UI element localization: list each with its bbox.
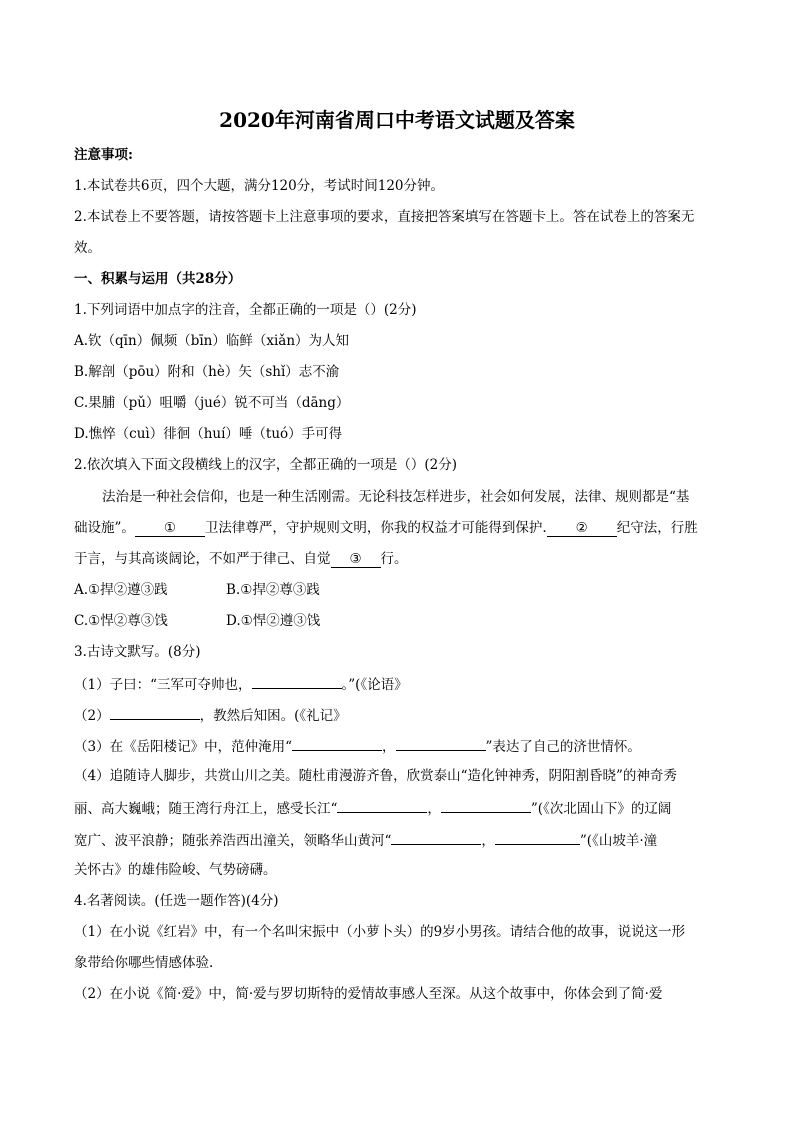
q2-blank-1: ① [135, 521, 205, 537]
q3-blank [441, 797, 531, 813]
q2-option-c: C.①悍②尊③饯 [74, 613, 168, 629]
q3-sub-1 [74, 673, 408, 695]
q2-option-b: B.①捍②尊③践 [226, 582, 320, 598]
q3-text: 丽、高大巍峨；随王湾行舟江上，感受长江“ [74, 801, 338, 817]
q2-text: 卫法律尊严，守护规则文明，你我的权益才可能得到保护. [204, 520, 547, 536]
q2-text: 纪守法，行胜 [616, 520, 698, 536]
q2-passage-line-2 [74, 518, 698, 538]
q4-sub-1-line-2: 象带给你哪些情感体验. [74, 955, 214, 971]
q3-blank [292, 735, 382, 751]
q3-blank [337, 797, 427, 813]
q2-option-d: D.①悍②遵③饯 [226, 613, 321, 629]
q3-text: ， [427, 801, 441, 817]
q3-blank [495, 829, 580, 845]
q2-text: 于言，与其高谈阔论，不如严于律己、自觉 [74, 551, 331, 567]
q3-sub-2 [74, 704, 347, 726]
q4-sub-2-line-1: （2）在小说《简·爱》中，简·爱与罗切斯特的爱情故事感人至深。从这个故事中，你体会到了简·爱 [74, 986, 663, 1002]
q1-option-d: D.憔悴（cuì）徘徊（huí）唾（tuó）手可得 [74, 426, 343, 442]
q3-text: ”表达了自己的济世情怀。 [485, 739, 641, 755]
q1-option-b: B.解剖（pōu）附和（hè）矢（shǐ）志不渝 [74, 364, 340, 380]
q3-sub-4-line-2 [74, 797, 671, 819]
notice-item-2-line-2: 效。 [74, 240, 101, 256]
q1-stem: 1.下列词语中加点字的注音，全都正确的一项是（）(2分) [74, 302, 417, 318]
q3-stem: 3.古诗文默写。(8分) [74, 644, 201, 660]
q3-blank [391, 829, 481, 845]
q3-text: ”(《次北固山下》的辽阔 [530, 801, 672, 817]
q3-sub-4-line-4: 关怀古》的雄伟险峻、气势磅礴。 [74, 862, 277, 878]
notice-heading: 注意事项: [74, 147, 133, 163]
q3-sub-4-line-3 [74, 829, 657, 851]
q3-text: ， [382, 739, 396, 755]
q1-option-c: C.果脯（pǔ）咀嚼（jué）锐不可当（dāng） [74, 395, 350, 411]
notice-item-1: 1.本试卷共6页，四个大题，满分120分，考试时间120分钟。 [74, 178, 445, 194]
q3-text: ”(《山坡羊·潼 [579, 833, 658, 849]
q2-option-a: A.①捍②遵③践 [74, 582, 168, 598]
q3-text: （2） [74, 708, 110, 724]
q3-sub-3 [74, 735, 641, 757]
q3-text: 。”(《论语》 [341, 677, 408, 693]
q3-sub-4-line-1: （4）追随诗人脚步，共赏山川之美。随杜甫漫游齐鲁，欣赏泰山“造化钟神秀，阴阳割昏晓”的神奇秀 [74, 768, 677, 784]
q3-text: 宽广、波平浪静；随张养浩西出潼关，领略华山黄河“ [74, 833, 392, 849]
page-title: 2020年河南省周口中考语文试题及答案 [219, 108, 575, 132]
q3-blank [252, 673, 342, 689]
q1-option-a: A.钦（qīn）佩频（bīn）临鲜（xiǎn）为人知 [74, 333, 350, 349]
q2-stem: 2.依次填入下面文段横线上的汉字，全都正确的一项是（）(2分) [74, 457, 458, 473]
q2-text: 行。 [380, 551, 408, 567]
q4-sub-1-line-1: （1）在小说《红岩》中，有一个名叫宋振中（小萝卜头）的9岁小男孩。请结合他的故事，说说这一形 [74, 924, 686, 940]
q2-passage-line-3 [74, 549, 408, 569]
q3-blank [110, 704, 200, 720]
q3-text: ， [481, 833, 495, 849]
q3-blank [396, 735, 486, 751]
q3-text: （3）在《岳阳楼记》中，范仲淹用“ [74, 739, 292, 755]
q2-blank-2: ② [547, 521, 617, 537]
q3-text: （1）子曰：“三军可夺帅也， [74, 677, 252, 693]
q3-text: ，教然后知困。(《礼记》 [199, 708, 347, 724]
q2-blank-3: ③ [331, 552, 381, 568]
q4-stem: 4.名著阅读。(任选一题作答)(4分) [74, 893, 279, 909]
section-1-heading: 一、积累与运用（共28分） [74, 271, 242, 287]
notice-item-2-line-1: 2.本试卷上不要答题，请按答题卡上注意事项的要求，直接把答案填写在答题卡上。答在试卷上的答案无 [74, 209, 695, 225]
q2-text: 础设施”。 [74, 520, 135, 536]
q2-passage-line-1: 法治是一种社会信仰，也是一种生活刚需。无论科技怎样进步，社会如何发展，法律、规则都是“基 [102, 489, 690, 505]
